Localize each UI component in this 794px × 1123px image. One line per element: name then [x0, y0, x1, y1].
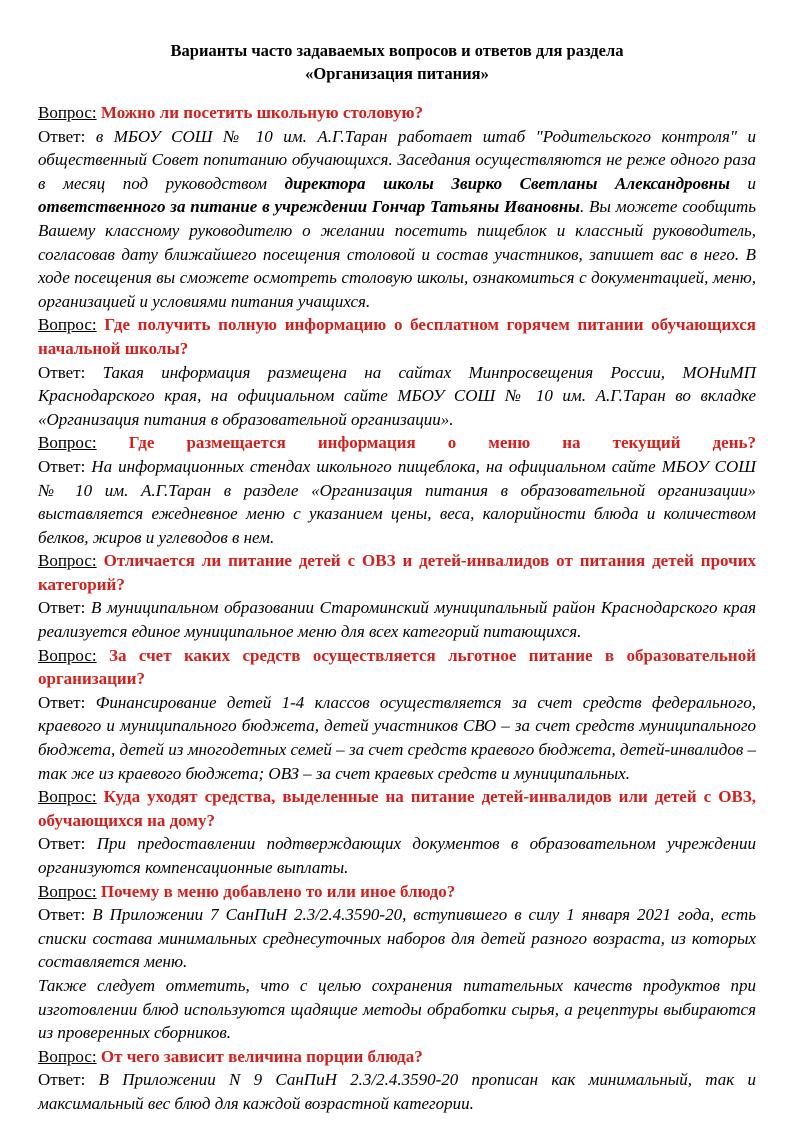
- faq-item: [38, 549, 756, 643]
- question: [38, 785, 756, 832]
- question-text: Куда уходят средства, выделенные на питание детей-инвалидов или детей с ОВЗ, обучающихся на дому?: [38, 787, 756, 830]
- faq-item: [38, 431, 756, 549]
- question-label: Вопрос:: [38, 433, 97, 453]
- answer-text: ответственного за питание в учреждении Гончар Татьяны Ивановны: [38, 197, 580, 217]
- answer-text: Финансирование детей 1-4 классов осуществляется за счет средств федерального, краевого и муниципального бюджета, детей участников СВО – за счет средств муниципального бюджета, детей из многодетных семей – за счет средств краевого бюджета, детей-инвалидов – так же из краевого бюджета; ОВЗ – за счет краевых средств и муниципальных.: [38, 692, 757, 783]
- faq-item: [38, 101, 756, 313]
- answer: [38, 974, 756, 1045]
- question-label: Вопрос:: [38, 1046, 97, 1066]
- answer-label: Ответ:: [38, 362, 86, 382]
- answer: [38, 361, 756, 432]
- question-text: Где размещается информация о меню на текущий день?: [128, 433, 756, 453]
- answer-text: В муниципальном образовании Староминский муниципальный район Краснодарского края реализуется единое муниципальное меню для всех категорий питающихся.: [38, 598, 757, 642]
- answer-label: Ответ:: [38, 1070, 86, 1090]
- answer: [38, 455, 756, 549]
- document-title: [0, 39, 794, 85]
- question-text: Можно ли посетить школьную столовую?: [100, 103, 423, 122]
- question-text: Почему в меню добавлено то или иное блюдо?: [100, 881, 456, 901]
- answer-label: Ответ:: [38, 692, 86, 712]
- question-label: Вопрос:: [38, 881, 97, 901]
- answer-text: . Вы можете сообщить Вашему классному руководителю о желании посетить пищеблок и классный руководитель, согласовав дату ближайшего посещения столовой и состав участников, запишет вас в него. В ходе посещения вы сможете осмотреть столовую школы, ознакомиться с документацией, меню, организацией и условиями питания учащихся.: [38, 197, 756, 311]
- answer-label: Ответ:: [38, 126, 86, 146]
- question: [38, 313, 756, 360]
- answer-text: В Приложении 7 СанПиН 2.3/2.4.3590-20, вступившего в силу 1 января 2021 года, есть списки состава минимальных среднесуточных наборов для детей разного возраста, из которых составляется меню.: [38, 905, 756, 972]
- answer-text: При предоставлении подтверждающих документов в образовательном учреждении организуются компенсационные выплаты.: [38, 834, 756, 877]
- question-text: От чего зависит величина порции блюда?: [100, 1046, 423, 1066]
- question: [38, 1045, 756, 1069]
- title-line-1: Варианты часто задаваемых вопросов и ответов для раздела: [170, 41, 624, 60]
- question: [38, 880, 756, 904]
- faq-item: [38, 785, 756, 879]
- faq-item: [38, 644, 756, 786]
- faq-item: [38, 880, 756, 1045]
- question-label: Вопрос:: [38, 787, 97, 807]
- question-text: За счет каких средств осуществляется льготное питание в образовательной организации?: [38, 645, 757, 689]
- question: [38, 644, 756, 691]
- question-label: Вопрос:: [38, 103, 97, 122]
- answer-text: и: [729, 173, 756, 193]
- faq-item: [38, 1045, 756, 1116]
- answer: [38, 691, 756, 785]
- answer-text: В Приложении N 9 СанПиН 2.3/2.4.3590-20 прописан как минимальный, так и максимальный вес блюд для каждой возрастной категории.: [38, 1070, 756, 1113]
- answer-text: директора школы Звирко Светланы Александровны: [284, 173, 730, 193]
- answer: [38, 832, 756, 879]
- faq-item: [38, 313, 756, 431]
- answer-text: в МБОУ СОШ № 10 им. А.Г.Таран работает штаб "Родительского контроля" и общественный Совет попитанию обучающихся. Заседания осуществляются не реже одного раза в месяц под руководством: [38, 126, 756, 193]
- question-text: Отличается ли питание детей с ОВЗ и детей-инвалидов от питания детей прочих категорий?: [38, 551, 756, 594]
- answer-label: Ответ:: [38, 456, 86, 476]
- question: [38, 101, 756, 125]
- question-label: Вопрос:: [38, 645, 97, 665]
- answer: [38, 596, 756, 643]
- question: [38, 431, 756, 455]
- answer-label: Ответ:: [38, 834, 86, 854]
- answer-text: Такая информация размещена на сайтах Минпросвещения России, МОНиМП Краснодарского края, на официальном сайте МБОУ СОШ № 10 им. А.Г.Таран во вкладке «Организация питания в образовательной организации».: [38, 362, 756, 429]
- answer-label: Ответ:: [38, 598, 86, 618]
- question-label: Вопрос:: [38, 551, 97, 571]
- answer: [38, 1068, 756, 1115]
- answer: [38, 125, 756, 314]
- title-line-2: «Организация питания»: [305, 64, 489, 83]
- question-label: Вопрос:: [38, 315, 97, 335]
- answer-label: Ответ:: [38, 905, 86, 925]
- question-text: Где получить полную информацию о бесплатном горячем питании обучающихся начальной школы?: [38, 315, 756, 358]
- question: [38, 549, 756, 596]
- answer: [38, 903, 756, 974]
- faq-list: [38, 101, 756, 1116]
- answer-text: На информационных стендах школьного пищеблока, на официальном сайте МБОУ СОШ № 10 им. А.Г.Таран в разделе «Организация питания в образовательной организации» выставляется ежедневное меню с указанием цены, веса, калорийности блюда и количеством белков, жиров и углеводов в нем.: [38, 456, 756, 547]
- answer-text: Также следует отметить, что с целью сохранения питательных качеств продуктов при изготовлении блюд используются щадящие методы обработки сырья, а рецептуры выбираются из проверенных сборников.: [38, 975, 756, 1043]
